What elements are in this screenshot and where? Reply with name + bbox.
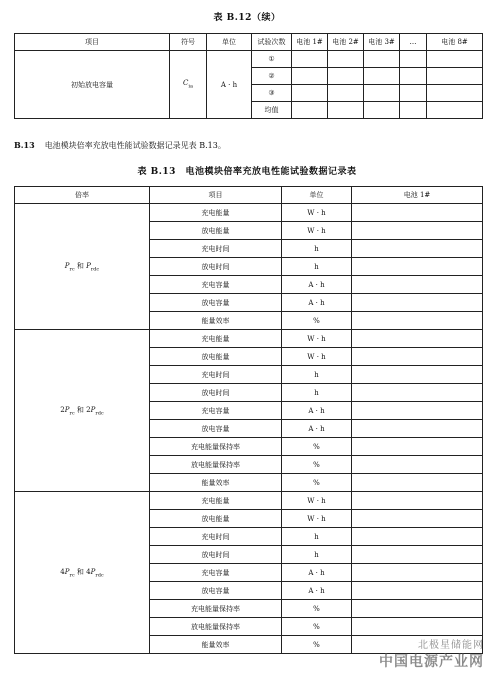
header-cell: 电池 3# [364, 34, 400, 51]
header-cell: 电池 1# [352, 187, 483, 204]
data-cell [352, 438, 483, 456]
header-cell: 项目 [15, 34, 170, 51]
item-cell: 放电能量 [150, 222, 282, 240]
unit-cell: % [282, 312, 352, 330]
item-cell: 充电时间 [150, 366, 282, 384]
data-cell [352, 330, 483, 348]
data-cell [292, 102, 328, 119]
item-cell: 充电容量 [150, 402, 282, 420]
unit-cell: A · h [282, 564, 352, 582]
data-cell [400, 68, 427, 85]
table-b12 [14, 33, 483, 119]
item-cell: 放电能量保持率 [150, 618, 282, 636]
unit-cell: h [282, 384, 352, 402]
data-cell [400, 51, 427, 68]
table-b13-header-row [15, 187, 483, 204]
data-cell [352, 204, 483, 222]
unit-cell: % [282, 600, 352, 618]
trial-cell: ① [252, 51, 292, 68]
header-cell: 单位 [207, 34, 252, 51]
table-b12-header-row [15, 34, 483, 51]
section-number: B.13 [14, 140, 35, 150]
data-cell [427, 85, 483, 102]
watermark-line2: 中国电源产业网 [379, 654, 484, 670]
data-cell [427, 102, 483, 119]
table-b13-caption: 表 B.13 电池模块倍率充放电性能试验数据记录表 [137, 167, 357, 177]
unit-cell: % [282, 474, 352, 492]
item-cell: 充电能量 [150, 492, 282, 510]
rate-cell: $4P_{rc}$ 和 $4P_{rdc}$ [15, 492, 150, 654]
data-cell [292, 85, 328, 102]
trial-cell: ③ [252, 85, 292, 102]
data-cell [328, 85, 364, 102]
item-cell: 充电时间 [150, 528, 282, 546]
item-cell: 放电容量 [150, 582, 282, 600]
item-cell: 充电能量 [150, 330, 282, 348]
unit-cell: W · h [282, 222, 352, 240]
unit-cell: % [282, 636, 352, 654]
unit-cell: A · h [282, 276, 352, 294]
data-cell [364, 51, 400, 68]
item-cell: 能量效率 [150, 636, 282, 654]
header-cell: 单位 [282, 187, 352, 204]
data-cell [364, 68, 400, 85]
unit-cell: W · h [282, 204, 352, 222]
unit-cell: h [282, 258, 352, 276]
data-cell [364, 85, 400, 102]
item-cell: 放电能量保持率 [150, 456, 282, 474]
data-cell [352, 618, 483, 636]
trial-cell: ② [252, 68, 292, 85]
unit-cell: % [282, 618, 352, 636]
unit-cell: W · h [282, 330, 352, 348]
unit-cell: W · h [282, 492, 352, 510]
item-cell: 放电容量 [150, 294, 282, 312]
header-cell: 电池 1# [292, 34, 328, 51]
data-cell [352, 564, 483, 582]
unit-cell: A · h [282, 294, 352, 312]
unit-cell: W · h [282, 510, 352, 528]
data-cell [292, 51, 328, 68]
data-cell [352, 546, 483, 564]
row-label-initial-discharge-capacity: 初始放电容量 [15, 51, 170, 119]
unit-cell: A · h [282, 420, 352, 438]
data-cell [352, 258, 483, 276]
watermark [379, 636, 484, 671]
unit-cell: A · h [207, 51, 252, 119]
unit-cell: % [282, 456, 352, 474]
header-cell: 符号 [170, 34, 207, 51]
data-cell [427, 51, 483, 68]
data-cell [352, 276, 483, 294]
data-cell [352, 474, 483, 492]
item-cell: 放电时间 [150, 546, 282, 564]
data-cell [364, 102, 400, 119]
data-cell [352, 420, 483, 438]
data-cell [352, 528, 483, 546]
item-cell: 放电能量 [150, 348, 282, 366]
unit-cell: A · h [282, 582, 352, 600]
table-row [15, 330, 483, 348]
data-cell [352, 510, 483, 528]
data-cell [352, 222, 483, 240]
rate-cell: $P_{rc}$ 和 $P_{rdc}$ [15, 204, 150, 330]
unit-cell: % [282, 438, 352, 456]
rate-cell: $2P_{rc}$ 和 $2P_{rdc}$ [15, 330, 150, 492]
table-b13-body [15, 204, 483, 654]
table-row [15, 492, 483, 510]
item-cell: 充电容量 [150, 276, 282, 294]
table-row [15, 51, 483, 68]
header-cell: 试验次数 [252, 34, 292, 51]
item-cell: 放电时间 [150, 384, 282, 402]
unit-cell: W · h [282, 348, 352, 366]
data-cell [352, 294, 483, 312]
data-cell [292, 68, 328, 85]
data-cell [352, 384, 483, 402]
data-cell [328, 102, 364, 119]
data-cell [352, 312, 483, 330]
item-cell: 放电时间 [150, 258, 282, 276]
unit-cell: A · h [282, 402, 352, 420]
header-cell: 电池 2# [328, 34, 364, 51]
header-cell: 倍率 [15, 187, 150, 204]
trial-cell: 均值 [252, 102, 292, 119]
header-cell: … [400, 34, 427, 51]
data-cell [352, 348, 483, 366]
data-cell [400, 102, 427, 119]
item-cell: 充电时间 [150, 240, 282, 258]
data-cell [400, 85, 427, 102]
data-cell [352, 240, 483, 258]
unit-cell: h [282, 240, 352, 258]
item-cell: 充电容量 [150, 564, 282, 582]
table-b13 [14, 186, 483, 654]
data-cell [427, 68, 483, 85]
data-cell [328, 51, 364, 68]
item-cell: 放电能量 [150, 510, 282, 528]
data-cell [328, 68, 364, 85]
section-text: 电池模块倍率充放电性能试验数据记录见表 B.13。 [44, 141, 226, 150]
data-cell [352, 402, 483, 420]
item-cell: 能量效率 [150, 474, 282, 492]
item-cell: 放电容量 [150, 420, 282, 438]
item-cell: 充电能量 [150, 204, 282, 222]
unit-cell: h [282, 366, 352, 384]
item-cell: 能量效率 [150, 312, 282, 330]
table-b12-caption: 表 B.12（续） [213, 13, 281, 23]
data-cell [352, 456, 483, 474]
section-b13-paragraph [14, 140, 226, 151]
item-cell: 充电能量保持率 [150, 438, 282, 456]
data-cell [352, 366, 483, 384]
table-row [15, 204, 483, 222]
unit-cell: h [282, 528, 352, 546]
data-cell [352, 600, 483, 618]
unit-cell: h [282, 546, 352, 564]
data-cell [352, 492, 483, 510]
header-cell: 电池 8# [427, 34, 483, 51]
item-cell: 充电能量保持率 [150, 600, 282, 618]
symbol-cell: $C_{ia}$ [170, 51, 207, 119]
header-cell: 项目 [150, 187, 282, 204]
watermark-line1: 北极星储能网 [418, 640, 484, 651]
data-cell [352, 582, 483, 600]
